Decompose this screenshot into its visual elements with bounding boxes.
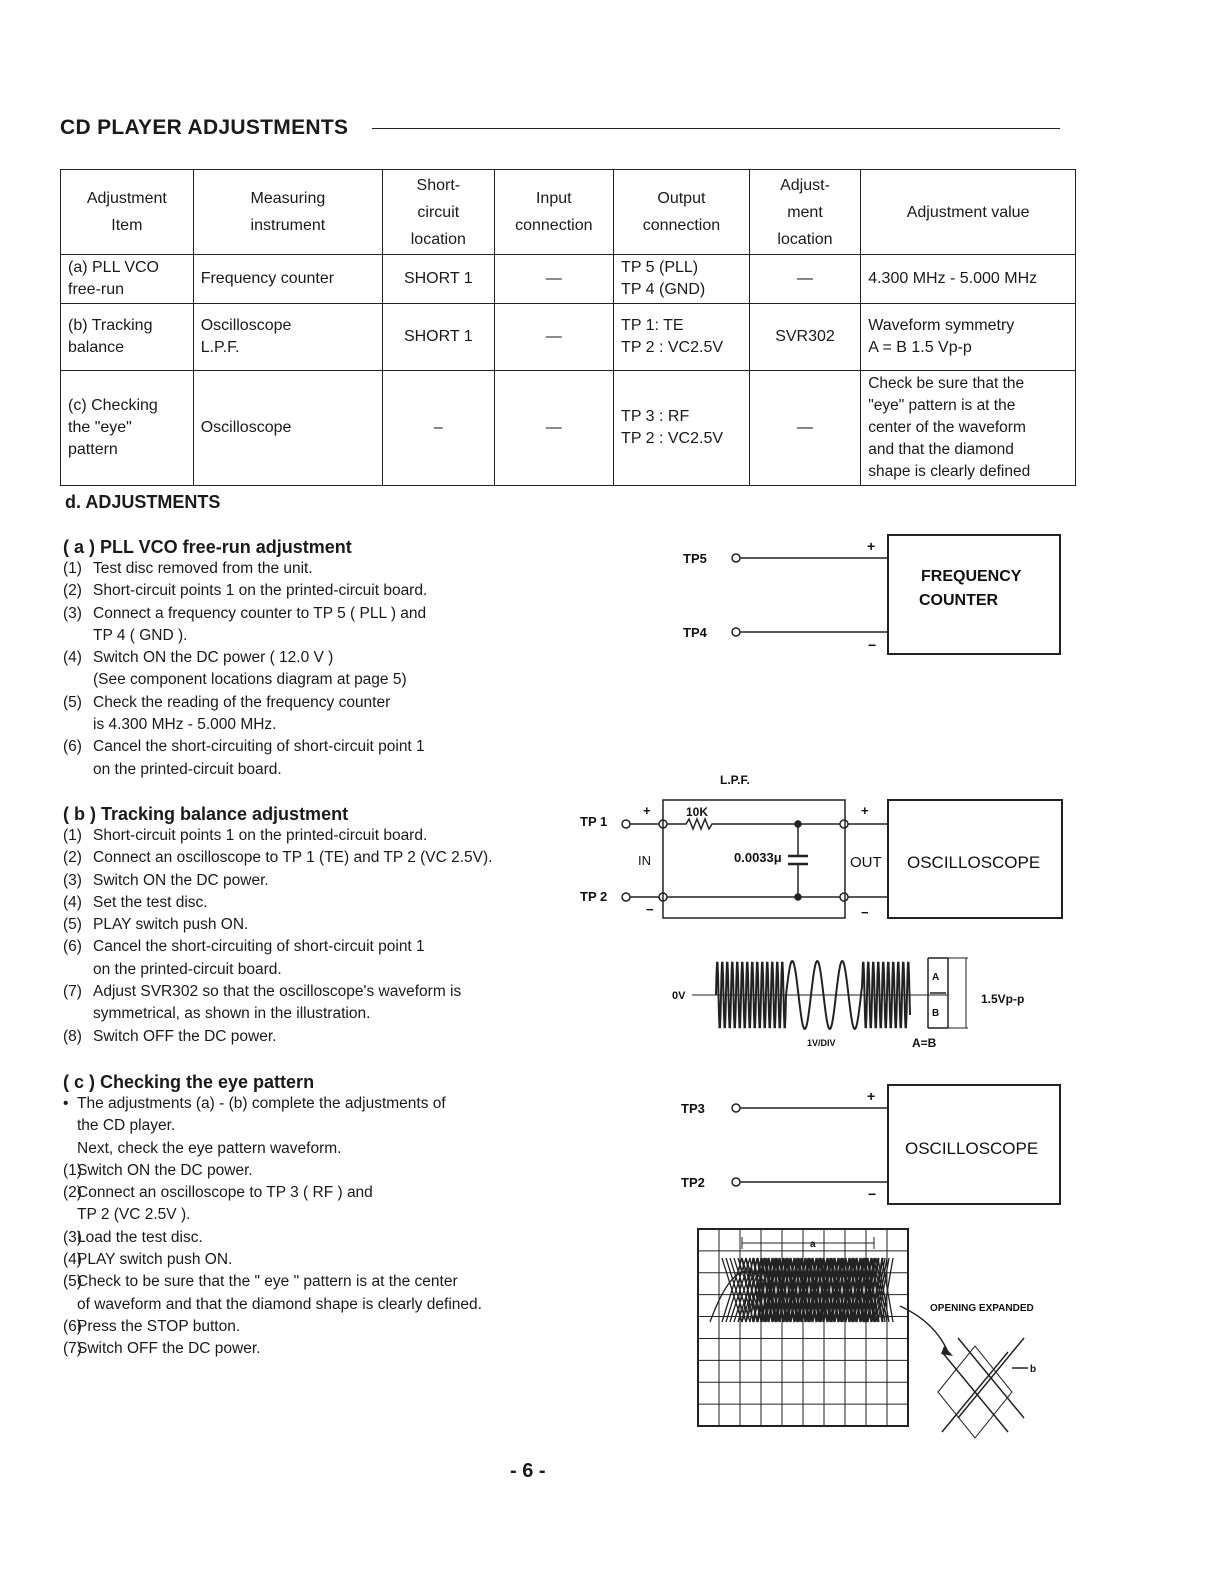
step-text: Short-circuit points 1 on the printed-circuit board. [93, 827, 428, 844]
header-adjustment-location: Adjust- ment location [749, 170, 860, 255]
vpp-label: 1.5Vp-p [981, 992, 1025, 1006]
step-text: Switch OFF the DC power. [93, 1027, 277, 1045]
eye-a-label: a [810, 1239, 816, 1250]
tp3-label: TP3 [681, 1101, 705, 1116]
step-text: Press the STOP button. [77, 1317, 241, 1335]
step-text: TP 2 (VC 2.5V ). [77, 1206, 191, 1224]
step-text: TP 4 ( GND ). [93, 626, 188, 644]
a-equals-b-label: A=B [912, 1036, 937, 1050]
tp2-label: TP2 [681, 1175, 705, 1190]
step-number: (1) [63, 560, 82, 577]
tp3-terminal [732, 1104, 740, 1112]
step-number: (3) [63, 604, 82, 622]
step-text: Set the test disc. [93, 893, 208, 911]
minus-sign: − [868, 1186, 877, 1202]
tp2-label: TP 2 [580, 889, 608, 904]
a-label: A [932, 972, 940, 983]
table-cell: SHORT 1 [383, 304, 494, 371]
step-text: Check the reading of the frequency counter [93, 693, 391, 711]
resistor-label: 10K [686, 805, 709, 819]
page-number: - 6 - [510, 1460, 546, 1482]
tp4-terminal [732, 628, 740, 636]
step-number: (6) [63, 938, 82, 956]
tp1-terminal [622, 820, 630, 828]
table-cell: — [749, 255, 860, 304]
step-number: (2) [63, 1184, 82, 1202]
step-text: (See component locations diagram at page 5) [93, 671, 407, 689]
table-cell: Waveform symmetry A = B 1.5 Vp-p [861, 304, 1076, 371]
table-cell: Oscilloscope [193, 371, 382, 486]
header-output-connection: Output connection [614, 170, 750, 255]
step-text: Connect an oscilloscope to TP 1 (TE) and TP 2 (VC 2.5V). [93, 849, 493, 867]
table-cell: TP 5 (PLL) TP 4 (GND) [614, 255, 750, 304]
oscilloscope-label: OSCILLOSCOPE [905, 1139, 1039, 1158]
step-text: on the printed-circuit board. [93, 760, 282, 778]
section-b-heading: ( b ) Tracking balance adjustment [63, 804, 349, 824]
table-cell: — [749, 371, 860, 486]
div-label: 1V/DIV [807, 1038, 836, 1048]
tp1-label: TP 1 [580, 814, 608, 829]
step-number: (2) [63, 849, 82, 867]
table-cell: (b) Tracking balance [61, 304, 194, 371]
oscilloscope-label: OSCILLOSCOPE [907, 853, 1041, 872]
section-d-heading: d. ADJUSTMENTS [65, 492, 221, 512]
tp5-label: TP5 [683, 551, 707, 566]
frequency-counter-label-2: COUNTER [919, 592, 999, 609]
step-text: Cancel the short-circuiting of short-circuit point 1 [93, 738, 425, 756]
eye-opening-expanded [938, 1338, 1028, 1438]
step-text: Short-circuit points 1 on the printed-circuit board. [93, 582, 428, 600]
plus-sign: + [643, 803, 651, 818]
step-number: (6) [63, 1317, 82, 1335]
step-number: (3) [63, 871, 82, 889]
frequency-counter-diagram [732, 535, 1060, 654]
capacitor-label: 0.0033μ [734, 850, 782, 865]
step-text: of waveform and that the diamond shape is clearly defined. [77, 1295, 482, 1313]
header-adjustment-item: Adjustment Item [61, 170, 194, 255]
step-text: PLAY switch push ON. [93, 916, 249, 934]
section-c-heading: ( c ) Checking the eye pattern [63, 1072, 315, 1092]
step-text: Switch ON the DC power ( 12.0 V ) [93, 649, 334, 667]
step-number: (4) [63, 1251, 82, 1269]
header-input-connection: Input connection [494, 170, 614, 255]
step-number: (4) [63, 893, 82, 911]
table-cell: – [383, 371, 494, 486]
header-measuring-instrument: Measuring instrument [193, 170, 382, 255]
table-cell: Oscilloscope L.P.F. [193, 304, 382, 371]
step-number: (1) [63, 827, 82, 844]
minus-sign: − [868, 637, 877, 653]
table-cell: TP 1: TE TP 2 : VC2.5V [614, 304, 750, 371]
tracking-waveform [692, 958, 968, 1029]
section-a-heading: ( a ) PLL VCO free-run adjustment [63, 537, 352, 557]
step-number: (5) [63, 693, 82, 711]
zero-volt-label: 0V [672, 990, 686, 1002]
minus-sign: − [861, 905, 869, 920]
table-cell: — [494, 304, 614, 371]
step-text: Next, check the eye pattern waveform. [77, 1139, 342, 1157]
step-number: (3) [63, 1228, 82, 1246]
step-text: PLAY switch push ON. [77, 1251, 233, 1269]
step-text: Test disc removed from the unit. [93, 560, 313, 577]
step-number: (5) [63, 916, 82, 934]
table-cell: Check be sure that the "eye" pattern is at the center of the waveform and that the diamond shape is clearly defined [861, 371, 1076, 486]
plus-sign: + [867, 538, 876, 554]
step-number: (5) [63, 1273, 82, 1291]
eye-pattern-scope [698, 1229, 953, 1426]
in-label: IN [638, 853, 651, 868]
minus-sign: − [646, 902, 654, 917]
out-label: OUT [850, 854, 882, 871]
plus-sign: + [861, 803, 869, 818]
table-cell: SHORT 1 [383, 255, 494, 304]
table-cell: — [494, 371, 614, 486]
step-text: Check to be sure that the " eye " pattern is at the center [77, 1273, 458, 1291]
table-cell: TP 3 : RF TP 2 : VC2.5V [614, 371, 750, 486]
step-text: Cancel the short-circuiting of short-circuit point 1 [93, 938, 425, 956]
step-number: • [63, 1095, 69, 1112]
tp4-label: TP4 [683, 625, 707, 640]
step-text: is 4.300 MHz - 5.000 MHz. [93, 716, 277, 734]
table-cell: Frequency counter [193, 255, 382, 304]
header-adjustment-value: Adjustment value [861, 170, 1076, 255]
step-text: Connect an oscilloscope to TP 3 ( RF ) and [77, 1184, 373, 1202]
tp2-terminal [732, 1178, 740, 1186]
plus-sign: + [867, 1088, 876, 1104]
table-cell: SVR302 [749, 304, 860, 371]
step-text: Adjust SVR302 so that the oscilloscope's waveform is [93, 983, 462, 1001]
eye-b-label: b [1030, 1364, 1037, 1375]
step-number: (6) [63, 738, 82, 756]
step-text: on the printed-circuit board. [93, 960, 282, 978]
step-text: Load the test disc. [77, 1228, 203, 1246]
header-short-circuit-location: Short- circuit location [383, 170, 494, 255]
table-cell: — [494, 255, 614, 304]
step-text: Switch OFF the DC power. [77, 1340, 261, 1358]
b-label: B [932, 1008, 940, 1019]
step-number: (4) [63, 649, 82, 667]
lpf-label: L.P.F. [720, 773, 750, 787]
opening-expanded-label: OPENING EXPANDED [930, 1303, 1034, 1314]
tp2-terminal [622, 893, 630, 901]
step-text: The adjustments (a) - (b) complete the adjustments of [77, 1095, 446, 1112]
step-text: Switch ON the DC power. [93, 871, 269, 889]
tp5-terminal [732, 554, 740, 562]
table-cell: (c) Checking the "eye" pattern [61, 371, 194, 486]
table-cell: 4.300 MHz - 5.000 MHz [861, 255, 1076, 304]
table-cell: (a) PLL VCO free-run [61, 255, 194, 304]
step-text: the CD player. [77, 1117, 176, 1135]
step-number: (7) [63, 1340, 82, 1358]
step-text: Switch ON the DC power. [77, 1161, 253, 1179]
step-text: symmetrical, as shown in the illustration. [93, 1005, 371, 1023]
frequency-counter-label: FREQUENCY [921, 568, 1022, 585]
step-text: Connect a frequency counter to TP 5 ( PLL ) and [93, 604, 427, 622]
step-number: (8) [63, 1027, 82, 1045]
step-number: (2) [63, 582, 82, 600]
step-number: (1) [63, 1161, 82, 1179]
step-number: (7) [63, 983, 82, 1001]
page-title: CD PLAYER ADJUSTMENTS [60, 116, 349, 139]
